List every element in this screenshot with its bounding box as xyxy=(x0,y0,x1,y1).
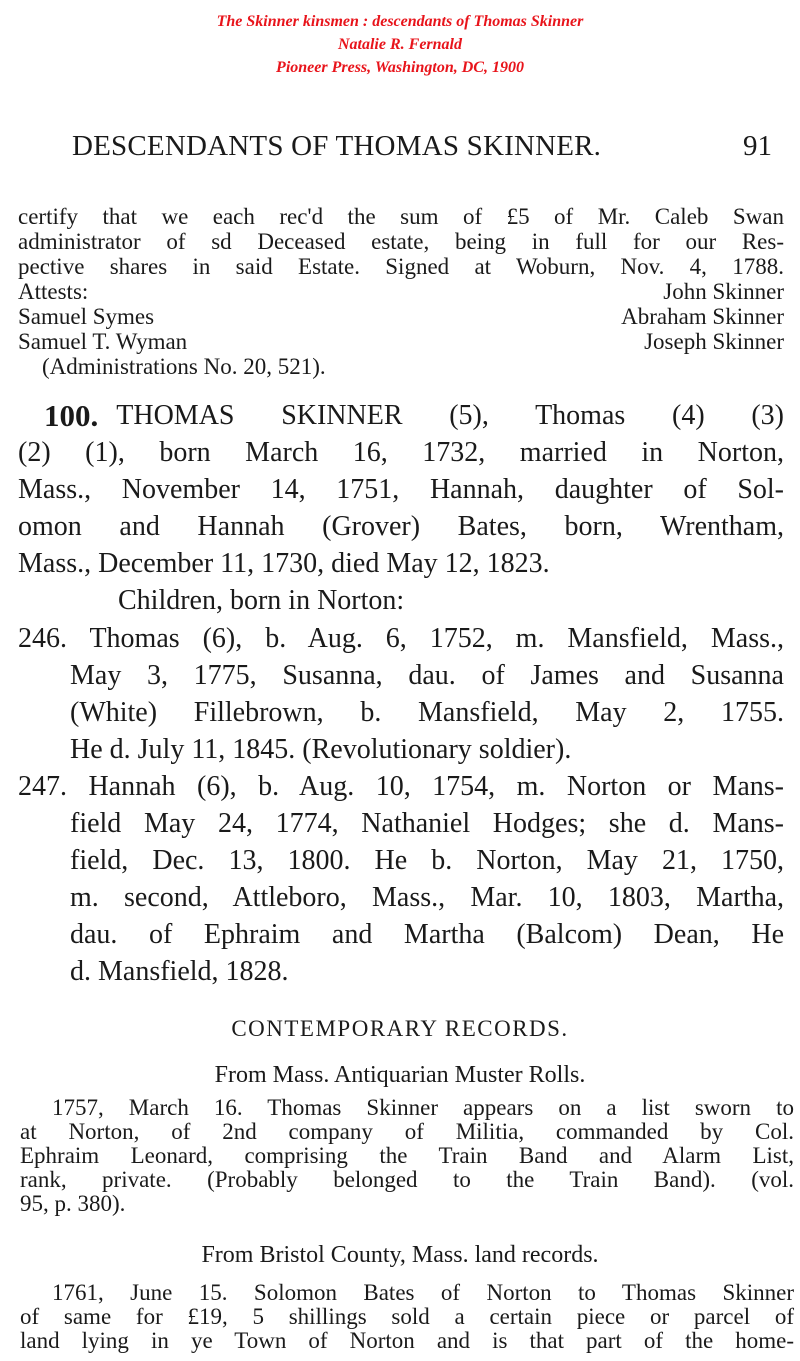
child-line: field, Dec. 13, 1800. He b. Norton, May 21, 1750, xyxy=(70,845,784,876)
children-heading: Children, born in Norton: xyxy=(118,585,405,616)
entry-line: omon and Hannah (Grover) Bates, born, Wrentham, xyxy=(18,511,784,542)
record-line: at Norton, of 2nd company of Militia, commanded by Col. xyxy=(20,1119,794,1144)
entry-line: Mass., December 11, 1730, died May 12, 1823. xyxy=(18,548,550,579)
signature-right: John Skinner xyxy=(663,279,784,304)
child-line: He d. July 11, 1845. (Revolutionary soldier). xyxy=(70,734,572,765)
entry-line: Mass., November 14, 1751, Hannah, daughter of Sol- xyxy=(18,474,784,505)
receipt-line: certify that we each rec'd the sum of £5 of Mr. Caleb Swan xyxy=(18,204,784,229)
page-number: 91 xyxy=(743,130,772,162)
child-line: d. Mansfield, 1828. xyxy=(70,956,289,987)
entry-line: (2) (1), born March 16, 1732, married in Norton, xyxy=(18,437,784,468)
record-line: 1757, March 16. Thomas Skinner appears on a list sworn to xyxy=(52,1095,794,1120)
citation-title: The Skinner kinsmen : descendants of Thomas Skinner xyxy=(216,13,584,30)
citation-publisher: Pioneer Press, Washington, DC, 1900 xyxy=(276,59,524,76)
child-first-line: 247. Hannah (6), b. Aug. 10, 1754, m. Norton or Mans- xyxy=(18,771,784,802)
catalog-citation xyxy=(0,10,800,79)
child-line: field May 24, 1774, Nathaniel Hodges; she d. Mans- xyxy=(70,808,784,839)
signature-left: Samuel T. Wyman xyxy=(18,329,188,354)
signature-left: Samuel Symes xyxy=(18,304,155,329)
record-line: 1761, June 15. Solomon Bates of Norton to Thomas Skinner xyxy=(52,1280,794,1305)
subsection-heading: From Bristol County, Mass. land records. xyxy=(201,1242,599,1268)
child-first-line: 246. Thomas (6), b. Aug. 6, 1752, m. Mansfield, Mass., xyxy=(18,623,784,654)
entry-number: 100. xyxy=(44,398,99,433)
running-head-title: DESCENDANTS OF THOMAS SKINNER. xyxy=(72,130,602,162)
child-line: (White) Fillebrown, b. Mansfield, May 2, 1755. xyxy=(70,697,784,728)
signature-left: Attests: xyxy=(18,279,89,304)
receipt-line: pective shares in said Estate. Signed at Woburn, Nov. 4, 1788. xyxy=(18,254,784,279)
section-heading: CONTEMPORARY RECORDS. xyxy=(231,1016,569,1041)
entry-first-line xyxy=(44,398,784,434)
child-line: dau. of Ephraim and Martha (Balcom) Dean, He xyxy=(70,919,784,950)
citation-author: Natalie R. Fernald xyxy=(337,36,462,53)
subsection-heading: From Mass. Antiquarian Muster Rolls. xyxy=(214,1062,586,1088)
record-line: land lying in ye Town of Norton and is that part of the home- xyxy=(20,1328,794,1353)
entry-heading: THOMAS SKINNER (5), Thomas (4) (3) xyxy=(116,400,784,431)
child-line: May 3, 1775, Susanna, dau. of James and Susanna xyxy=(70,660,784,691)
record-line: rank, private. (Probably belonged to the Train Band). (vol. xyxy=(20,1167,794,1192)
receipt-line: administrator of sd Deceased estate, being in full for our Res- xyxy=(18,229,784,254)
record-line: 95, p. 380). xyxy=(20,1191,126,1216)
administration-reference: (Administrations No. 20, 521). xyxy=(42,354,326,379)
record-line: Ephraim Leonard, comprising the Train Band and Alarm List, xyxy=(20,1143,794,1168)
signature-right: Joseph Skinner xyxy=(644,329,784,354)
signature-right: Abraham Skinner xyxy=(621,304,784,329)
child-line: m. second, Attleboro, Mass., Mar. 10, 1803, Martha, xyxy=(70,882,784,913)
record-line: of same for £19, 5 shillings sold a certain piece or parcel of xyxy=(20,1304,794,1329)
